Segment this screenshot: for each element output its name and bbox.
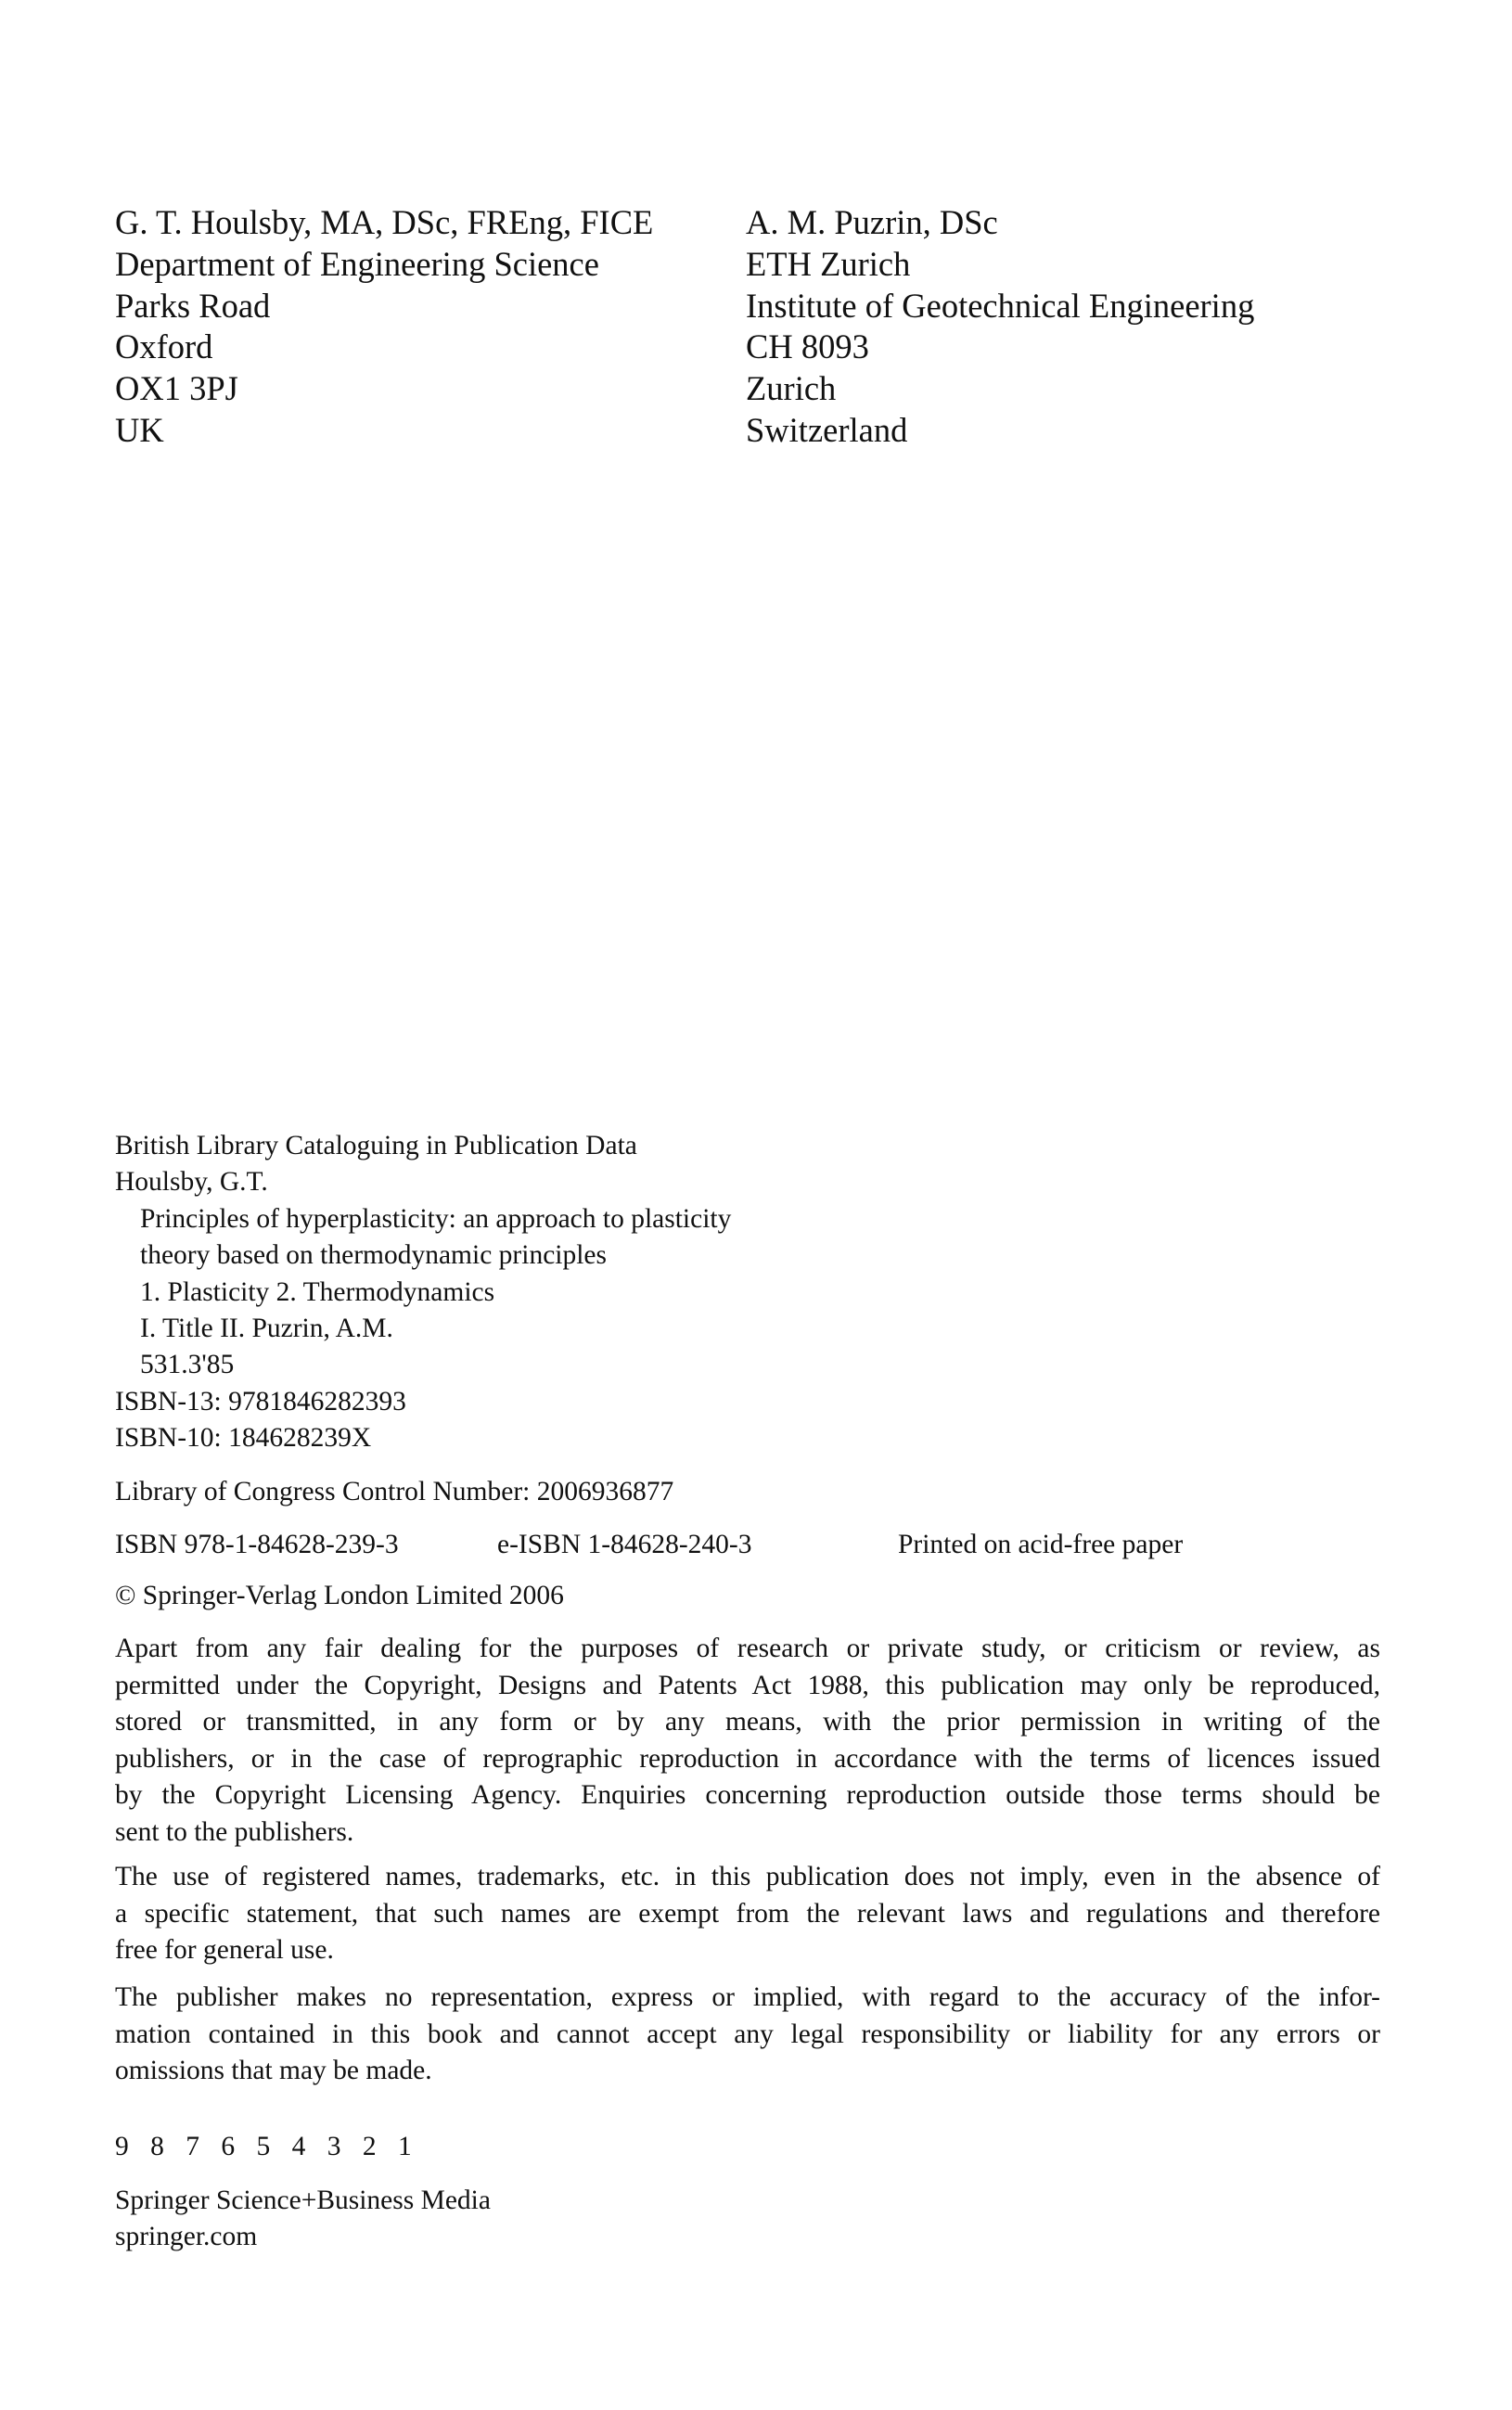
cip-isbn13 [115,1384,731,1420]
acid-free-note: Printed on acid-free paper [898,1530,1184,1559]
author-address-puzrin [746,202,1254,452]
paragraph-line: stored or transmitted, in any form or by any means, with the prior permission in writing of the [115,1707,1380,1737]
cip-isbn10 [115,1420,731,1456]
publisher-website: springer.com [115,2222,258,2252]
cataloguing-data [115,1128,731,1457]
publisher-name: Springer Science+Business Media [115,2186,491,2215]
rights-paragraph [115,1631,1380,1852]
publisher-footer [115,2183,491,2256]
paragraph-line: mation contained in this book and cannot accept any legal responsibility or liability for any errors or [115,2019,1380,2049]
copyright-notice: © Springer-Verlag London Limited 2006 [115,1581,564,1610]
disclaimer-paragraph [115,1980,1380,2090]
author-country: Switzerland [746,410,908,449]
author-institute: Institute of Geotechnical Engineering [746,286,1255,325]
author-name: G. T. Houlsby, MA, DSc, FREng, FICE [115,203,654,241]
author-city: Oxford [115,327,213,366]
author-city: Zurich [746,369,837,408]
cip-title-line-1: Principles of hyperplasticity: an approach to plasticity [140,1203,732,1234]
author-country: UK [115,410,164,449]
isbn-ebook: e-ISBN 1-84628-240-3 [497,1530,752,1559]
print-line: 9 8 7 6 5 4 3 2 1 [115,2132,419,2161]
paragraph-line: The publisher makes no representation, express or implied, with regard to the accuracy of the infor- [115,1982,1380,2012]
author-street: Parks Road [115,286,271,325]
paragraph-line: by the Copyright Licensing Agency. Enquiries concerning reproduction outside those terms should be [115,1780,1380,1811]
isbn10-label: ISBN-10: [115,1423,222,1454]
trademark-paragraph [115,1859,1380,1969]
author-name: A. M. Puzrin, DSc [746,203,998,241]
isbn10-value: 184628239X [228,1423,372,1454]
author-address-houlsby [115,202,653,452]
paragraph-line: permitted under the Copyright, Designs and Patents Act 1988, this publication may only be reproduced, [115,1670,1380,1700]
loc-control-number: Library of Congress Control Number: 2006936877 [115,1477,674,1506]
paragraph-line: sent to the publishers. [115,1816,354,1847]
author-department: Department of Engineering Science [115,244,599,283]
paragraph-line: Apart from any fair dealing for the purposes of research or private study, or criticism or review, as [115,1634,1380,1663]
paragraph-line: The use of registered names, trademarks, etc. in this publication does not imply, even in the absence of [115,1862,1380,1891]
paragraph-line: publishers, or in the case of reprographic reproduction in accordance with the terms of licences issued [115,1743,1380,1774]
isbn-print: ISBN 978-1-84628-239-3 [115,1530,399,1559]
cip-classification: 531.3'85 [140,1350,235,1380]
cip-subjects: 1. Plasticity 2. Thermodynamics [140,1276,495,1307]
author-university: ETH Zurich [746,244,911,283]
paragraph-line: omissions that may be made. [115,2056,432,2086]
cip-entries: I. Title II. Puzrin, A.M. [140,1314,393,1344]
paragraph-line: free for general use. [115,1935,334,1966]
author-postcode: CH 8093 [746,327,869,366]
paragraph-line: a specific statement, that such names are exempt from the relevant laws and regulations and therefore [115,1898,1380,1929]
isbn13-label: ISBN-13: [115,1386,222,1417]
isbn13-value: 9781846282393 [228,1386,406,1417]
cip-author: Houlsby, G.T. [115,1167,268,1198]
author-postcode: OX1 3PJ [115,369,238,408]
cip-title-line-2: theory based on thermodynamic principles [140,1240,607,1271]
cip-heading: British Library Cataloguing in Publication Data [115,1131,637,1160]
